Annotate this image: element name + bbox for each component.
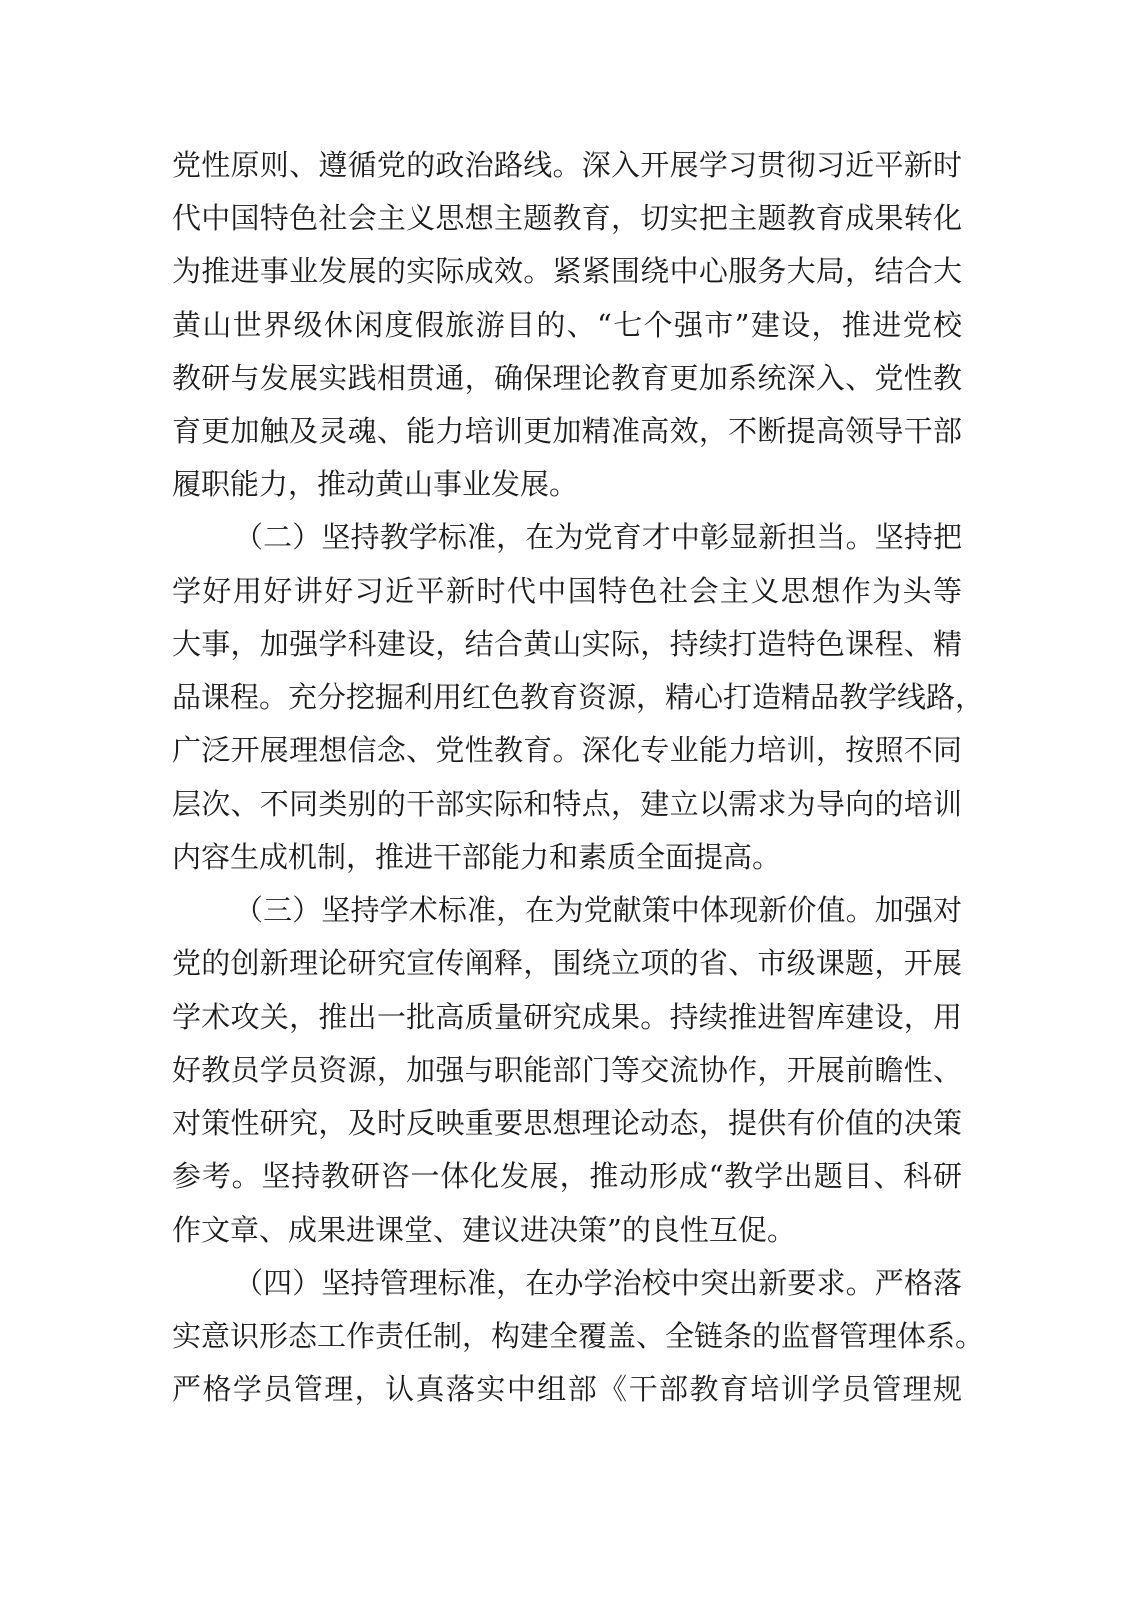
body-text-line: 履职能力，推动黄山事业发展。 <box>172 467 579 501</box>
body-text-line: 作文章、成果进课堂、建议进决策”的良性互促。 <box>172 1213 796 1247</box>
body-text-line: 为推进事业发展的实际成效。紧紧围绕中心服务大局，结合大 <box>172 254 962 288</box>
body-text-line: 对策性研究，及时反映重要思想理论动态，提供有价值的决策 <box>172 1106 962 1140</box>
section-heading-line: （二）坚持教学标准，在为党育才中彰显新担当。坚持把 <box>234 520 962 554</box>
body-text-line: 学好用好讲好习近平新时代中国特色社会主义思想作为头等 <box>172 574 962 608</box>
body-text-line: 大事，加强学科建设，结合黄山实际，持续打造特色课程、精 <box>172 627 962 661</box>
body-text-line: 好教员学员资源，加强与职能部门等交流协作，开展前瞻性、 <box>172 1053 962 1087</box>
body-text-line: 党的创新理论研究宣传阐释，围绕立项的省、市级课题，开展 <box>172 946 962 980</box>
section-heading-line: （四）坚持管理标准，在办学治校中突出新要求。严格落 <box>234 1266 962 1300</box>
body-text-line: 实意识形态工作责任制，构建全覆盖、全链条的监督管理体系。 <box>172 1319 985 1353</box>
body-text-line: 育更加触及灵魂、能力培训更加精准高效，不断提高领导干部 <box>172 414 962 448</box>
body-text-line: 学术攻关，推出一批高质量研究成果。持续推进智库建设，用 <box>172 1000 962 1034</box>
body-text-line: 严格学员管理，认真落实中组部《干部教育培训学员管理规 <box>172 1372 962 1406</box>
body-text-line: 广泛开展理想信念、党性教育。深化专业能力培训，按照不同 <box>172 733 962 767</box>
body-text-line: 参考。坚持教研咨一体化发展，推动形成“教学出题目、科研 <box>172 1159 962 1193</box>
body-text-line: 内容生成机制，推进干部能力和素质全面提高。 <box>172 840 782 874</box>
body-text-line: 层次、不同类别的干部实际和特点，建立以需求为导向的培训 <box>172 787 962 821</box>
body-text-line: 品课程。充分挖掘利用红色教育资源，精心打造精品教学线路， <box>172 680 985 714</box>
body-text-line: 党性原则、遵循党的政治路线。深入开展学习贯彻习近平新时 <box>172 148 962 182</box>
body-text-line: 代中国特色社会主义思想主题教育，切实把主题教育成果转化 <box>172 201 962 235</box>
body-text-line: 黄山世界级休闲度假旅游目的、“七个强市”建设，推进党校 <box>172 308 962 342</box>
section-heading-line: （三）坚持学术标准，在为党献策中体现新价值。加强对 <box>234 893 962 927</box>
body-text-line: 教研与发展实践相贯通，确保理论教育更加系统深入、党性教 <box>172 361 962 395</box>
